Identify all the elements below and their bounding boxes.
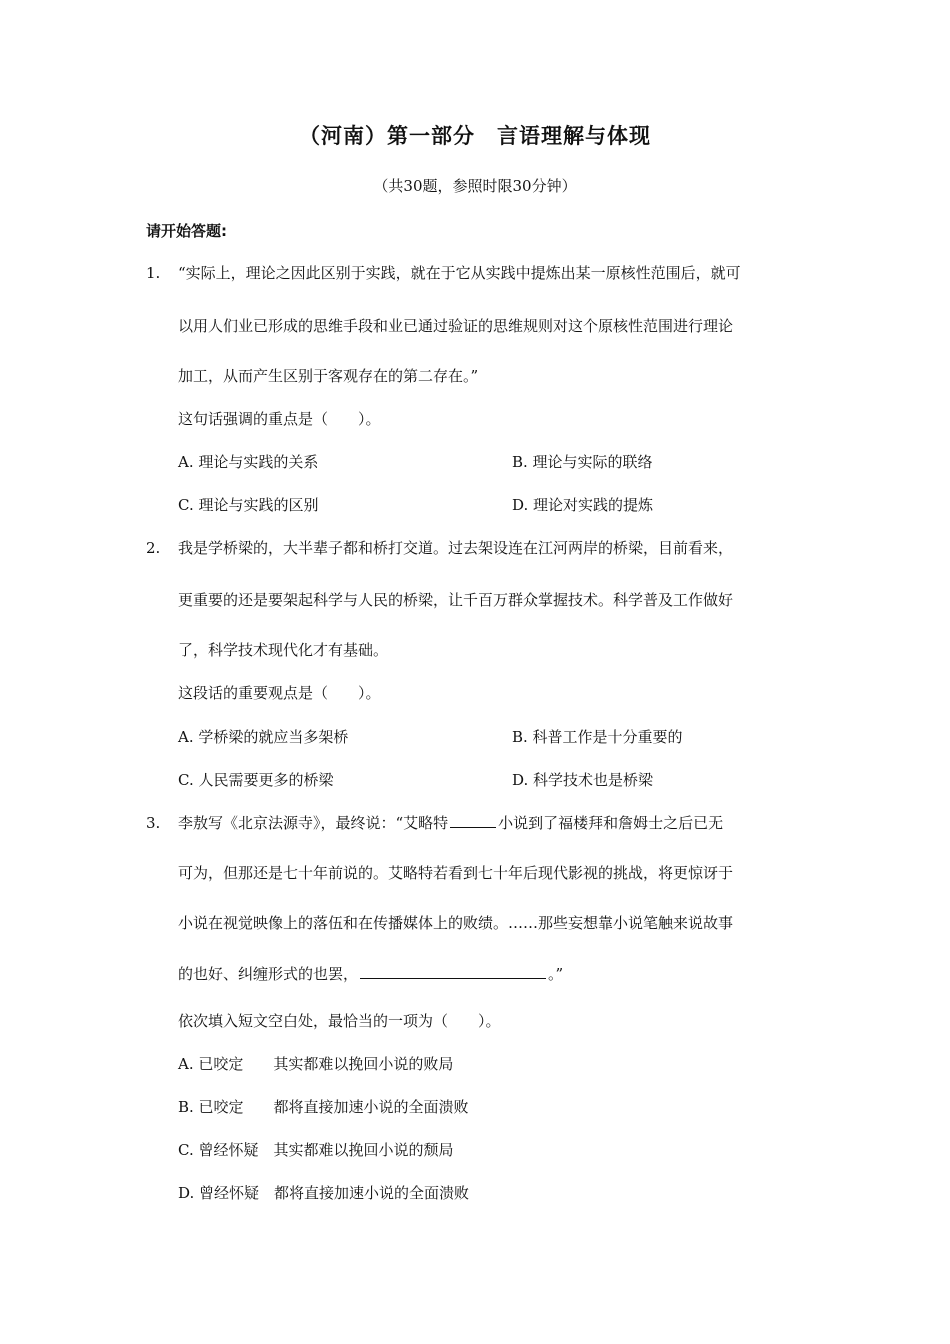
question-3-option-d[interactable]: D. 曾经怀疑 都将直接加速小说的全面溃败 <box>178 1184 470 1202</box>
question-3-number: 3. <box>146 814 161 832</box>
question-1-prompt: 这句话强调的重点是（ ）。 <box>178 410 381 428</box>
question-1-option-d[interactable]: D. 理论对实践的提炼 <box>512 496 654 514</box>
instruction-text: 请开始答题: <box>146 222 227 240</box>
question-2-option-b[interactable]: B. 科普工作是十分重要的 <box>512 728 683 746</box>
page-title: （河南）第一部分 言语理解与体现 <box>299 124 651 148</box>
question-2-text-line-2: 更重要的还是要架起科学与人民的桥梁，让千百万群众掌握技术。科学普及工作做好 <box>178 591 734 609</box>
question-3-option-c[interactable]: C. 曾经怀疑 其实都难以挽回小说的颓局 <box>178 1141 454 1159</box>
question-3-text-line-4 <box>178 964 563 984</box>
question-3-line-1-after-blank: 小说到了福楼拜和詹姆士之后已无 <box>498 814 724 832</box>
question-3-prompt: 依次填入短文空白处，最恰当的一项为（ ）。 <box>178 1012 501 1030</box>
fill-blank-1[interactable] <box>450 813 496 828</box>
question-1-number: 1. <box>146 264 161 282</box>
question-2-number: 2. <box>146 539 161 557</box>
page-subtitle: （共30题，参照时限30分钟） <box>373 177 577 195</box>
question-3-text-line-1 <box>178 813 723 833</box>
question-3-text-line-2: 可为，但那还是七十年前说的。艾略特若看到七十年后现代影视的挑战，将更惊讶于 <box>178 864 734 882</box>
question-1-option-b[interactable]: B. 理论与实际的联络 <box>512 453 653 471</box>
question-1-option-a[interactable]: A. 理论与实践的关系 <box>178 453 319 471</box>
question-2-option-d[interactable]: D. 科学技术也是桥梁 <box>512 771 654 789</box>
question-2-option-a[interactable]: A. 学桥梁的就应当多架桥 <box>178 728 349 746</box>
question-3-option-a[interactable]: A. 已咬定 其实都难以挽回小说的败局 <box>178 1055 454 1073</box>
question-2-option-c[interactable]: C. 人民需要更多的桥梁 <box>178 771 334 789</box>
question-3-line-4-before-blank: 的也好、纠缠形式的也罢， <box>178 965 359 983</box>
question-3-line-1-before-blank: 李敖写《北京法源寺》，最终说：“艾略特 <box>178 814 449 832</box>
question-1-text-line-3: 加工，从而产生区别于客观存在的第二存在。” <box>178 367 479 385</box>
question-3-option-b[interactable]: B. 已咬定 都将直接加速小说的全面溃败 <box>178 1098 469 1116</box>
question-1-text-line-1: “实际上，理论之因此区别于实践，就在于它从实践中提炼出某一原核性范围后，就可 <box>178 264 741 282</box>
question-2-text-line-3: 了，科学技术现代化才有基础。 <box>178 641 389 659</box>
question-1-option-c[interactable]: C. 理论与实践的区别 <box>178 496 319 514</box>
question-1-text-line-2: 以用人们业已形成的思维手段和业已通过验证的思维规则对这个原核性范围进行理论 <box>178 317 734 335</box>
question-2-text-line-1: 我是学桥梁的，大半辈子都和桥打交道。过去架设连在江河两岸的桥梁，目前看来， <box>178 539 734 557</box>
question-3-text-line-3: 小说在视觉映像上的落伍和在传播媒体上的败绩。……那些妄想靠小说笔触来说故事 <box>178 914 734 932</box>
question-3-line-4-after-blank: 。” <box>548 965 564 983</box>
question-2-prompt: 这段话的重要观点是（ ）。 <box>178 684 381 702</box>
fill-blank-2[interactable] <box>360 964 546 979</box>
